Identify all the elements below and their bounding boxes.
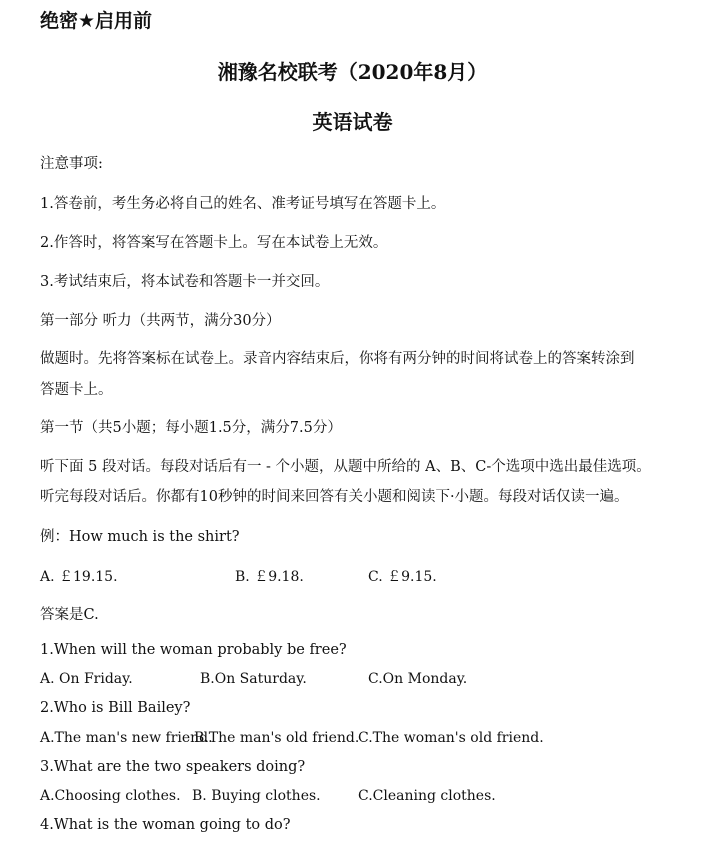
confidential-label: 绝密★启用前 xyxy=(40,10,153,32)
question-1-stem: 1.When will the woman probably be free? xyxy=(40,642,347,658)
notice-item-2: 2.作答时，将答案写在答题卡上。写在本试卷上无效。 xyxy=(40,235,388,251)
question-2-option-a: A.The man's new friend. xyxy=(40,730,213,746)
example-answer: 答案是C. xyxy=(40,607,99,623)
question-2-option-b: B.The man's old friend. xyxy=(194,730,360,746)
question-3-option-b: B. Buying clothes. xyxy=(192,788,321,804)
question-3-option-c: C.Cleaning clothes. xyxy=(358,788,496,804)
question-4-stem: 4.What is the woman going to do? xyxy=(40,817,291,833)
part1-instruction-line2: 答题卡上。 xyxy=(40,382,113,398)
notice-heading: 注意事项: xyxy=(40,156,103,172)
question-1-option-b: B.On Saturday. xyxy=(200,671,307,687)
question-3-option-a: A.Choosing clothes. xyxy=(40,788,181,804)
example-option-a: A. ￡19.15. xyxy=(40,569,118,585)
notice-item-3: 3.考试结束后，将本试卷和答题卡一并交回。 xyxy=(40,274,330,290)
section1-instruction-line1: 听下面 5 段对话。每段对话后有一 - 个小题，从题中所给的 A、B、C-个选项中选出最佳选项。 xyxy=(40,459,651,475)
example-option-b: B. ￡9.18. xyxy=(235,569,304,585)
question-1-option-a: A. On Friday. xyxy=(40,671,133,687)
notice-item-1: 1.答卷前，考生务必将自己的姓名、准考证号填写在答题卡上。 xyxy=(40,196,446,212)
question-3-stem: 3.What are the two speakers doing? xyxy=(40,759,306,775)
exam-subject: 英语试卷 xyxy=(312,110,393,134)
question-1-option-c: C.On Monday. xyxy=(368,671,468,687)
section1-instruction-line2: 听完每段对话后。你都有10秒钟的时间来回答有关小题和阅读下·小题。每段对话仅读一遍。 xyxy=(40,489,629,505)
example-option-c: C. ￡9.15. xyxy=(368,569,437,585)
exam-title: 湘豫名校联考（2020年8月） xyxy=(217,60,488,84)
example-question: 例：How much is the shirt? xyxy=(40,529,240,545)
part1-heading: 第一部分 听力（共两节，满分30分） xyxy=(40,313,281,329)
question-2-option-c: C.The woman's old friend. xyxy=(358,730,544,746)
section1-heading: 第一节（共5小题；每小题1.5分，满分7.5分） xyxy=(40,420,342,436)
part1-instruction-line1: 做题时。先将答案标在试卷上。录音内容结束后，你将有两分钟的时间将试卷上的答案转涂到 xyxy=(40,351,635,367)
question-2-stem: 2.Who is Bill Bailey? xyxy=(40,700,191,716)
